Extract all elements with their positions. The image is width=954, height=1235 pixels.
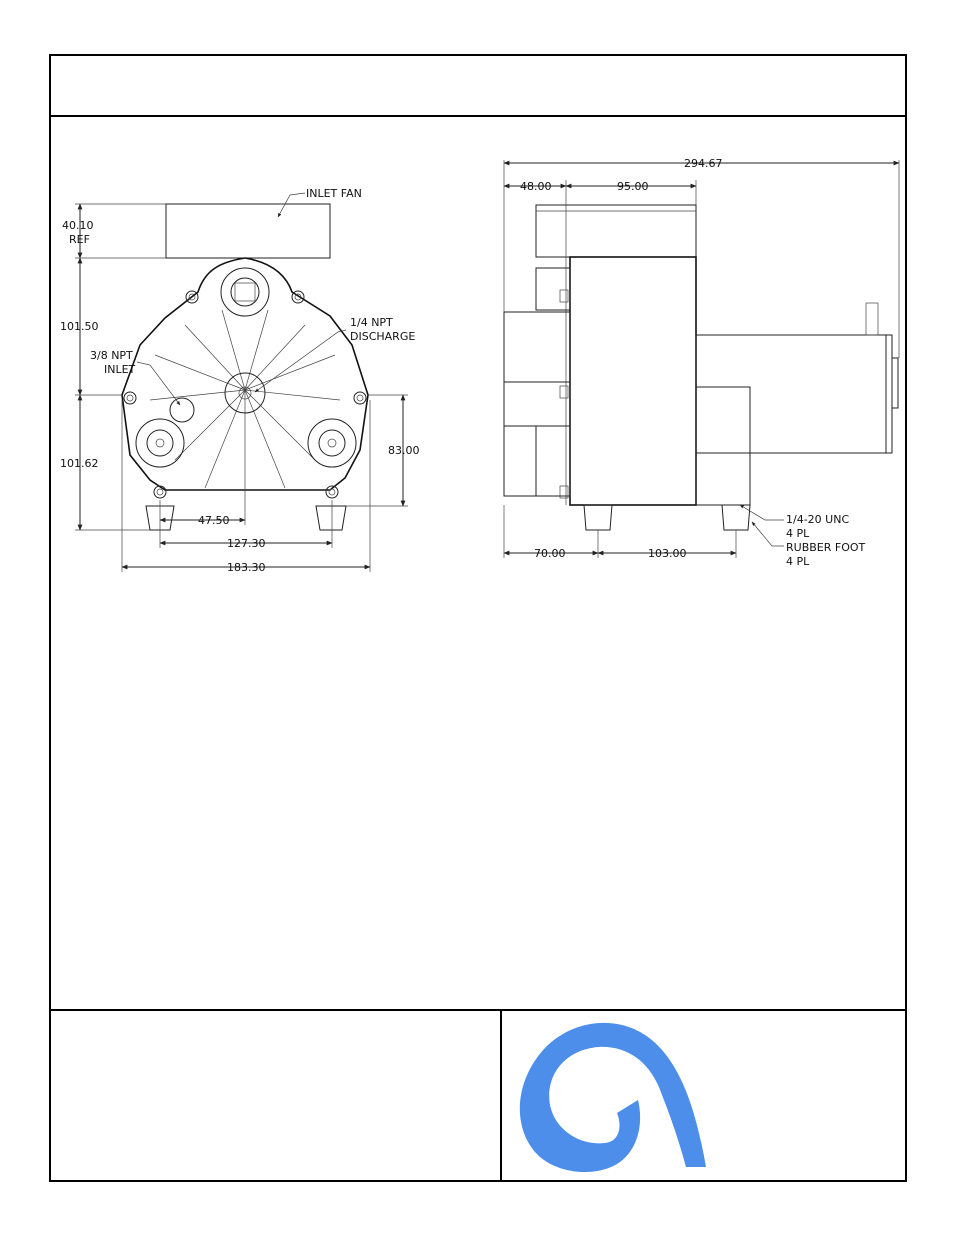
dim-lower-height: 101.62 (60, 457, 99, 470)
right-fitting (308, 419, 356, 467)
dim-ref-height: 40.10 (62, 219, 94, 232)
dim-overall-length: 294.67 (684, 157, 723, 170)
label-foot-qty: 4 PL (786, 555, 810, 568)
dim-front-foot: 70.00 (534, 547, 566, 560)
side-main-body (570, 257, 696, 505)
label-thread-qty: 4 PL (786, 527, 810, 540)
label-rubber-foot: RUBBER FOOT (786, 541, 866, 554)
side-view (504, 157, 899, 568)
label-thread: 1/4-20 UNC (786, 513, 850, 526)
label-inlet: INLET (104, 363, 136, 376)
front-view (60, 187, 420, 574)
dim-right-height: 83.00 (388, 444, 420, 457)
dim-offset: 47.50 (198, 514, 230, 527)
side-front-foot (584, 505, 612, 530)
inlet-fan-housing (166, 204, 330, 258)
dim-fan-offset: 48.00 (520, 180, 552, 193)
dim-overall-width: 183.30 (227, 561, 266, 574)
title-block-frame (50, 55, 906, 1181)
label-inlet-size: 3/8 NPT (90, 349, 133, 362)
dim-ref-label: REF (69, 233, 90, 246)
right-rubber-foot (316, 506, 346, 530)
dim-upper-height: 101.50 (60, 320, 99, 333)
top-fitting (221, 268, 269, 316)
dim-side-foot-spacing: 103.00 (648, 547, 687, 560)
side-fan-housing (536, 205, 696, 257)
side-motor (696, 335, 886, 453)
label-discharge-size: 1/4 NPT (350, 316, 393, 329)
spiral-logo-icon (520, 1023, 706, 1172)
inlet-port (170, 398, 194, 422)
front-dimension-lines (75, 193, 408, 572)
cooling-fins (150, 310, 340, 490)
dim-fan-width: 95.00 (617, 180, 649, 193)
left-fitting (136, 419, 184, 467)
label-inlet-fan: INLET FAN (306, 187, 362, 200)
label-discharge: DISCHARGE (350, 330, 416, 343)
dim-foot-spacing: 127.30 (227, 537, 266, 550)
